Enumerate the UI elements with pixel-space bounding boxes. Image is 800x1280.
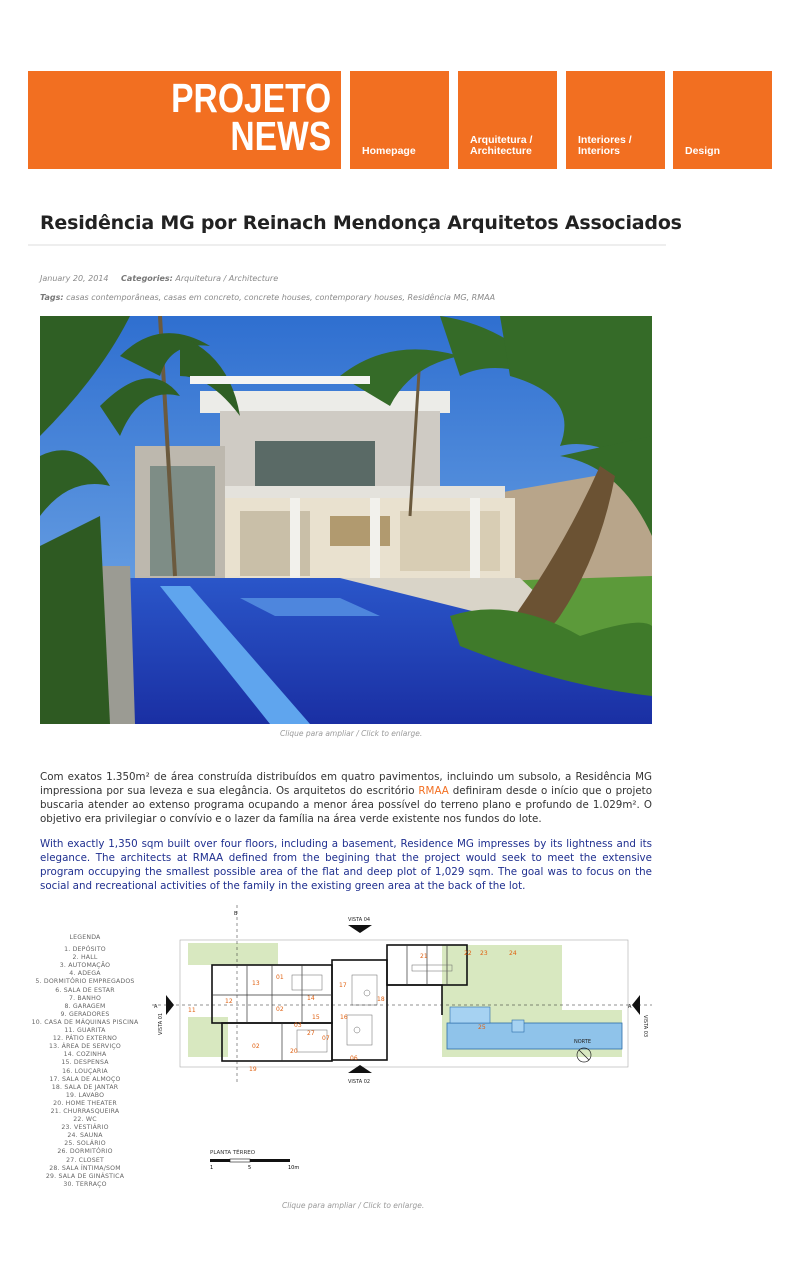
legend-item: 23. VESTIÁRIO bbox=[61, 1124, 109, 1132]
para-pt-text-2: definiram desde o início que o projeto buscaria atender ao extenso programa ocupando a menor área possível do terreno plano e profundo de 1.029m². O objetivo era privilegiar o convívio e o lazer da família na área verde existente nos fundos do lote. bbox=[40, 785, 652, 825]
room-number: 14 bbox=[307, 995, 315, 1002]
room-number: 21 bbox=[420, 953, 428, 960]
section-b-top: B bbox=[234, 911, 238, 917]
post-title[interactable]: Residência MG por Reinach Mendonça Arquitetos Associados bbox=[40, 212, 682, 234]
room-number: 02 bbox=[252, 1043, 260, 1050]
legend-item: 14. COZINHA bbox=[63, 1051, 107, 1059]
room-number: 22 bbox=[464, 950, 472, 957]
brand-line-2: NEWS bbox=[230, 113, 331, 159]
vista-04-label: VISTA 04 bbox=[348, 917, 371, 923]
room-number: 23 bbox=[480, 950, 488, 957]
room-number: 13 bbox=[252, 980, 260, 987]
room-number: 06 bbox=[350, 1055, 358, 1062]
legend-item: 8. GARAGEM bbox=[64, 1002, 106, 1010]
categories-label: Categories: bbox=[121, 274, 173, 283]
room-number: 02 bbox=[276, 1006, 284, 1013]
legend-item: 13. ÁREA DE SERVIÇO bbox=[49, 1043, 121, 1051]
legend-item: 2. HALL bbox=[72, 954, 98, 962]
scale-tick: 1 bbox=[210, 1165, 214, 1171]
body-paragraph-en: With exactly 1,350 sqm built over four floors, including a basement, Residence MG impresses by its lightness and its elegance. The architects at RMAA defined from the begining that the project would seek to meet the extensive program occupying the smallest possible area of the flat and deep plot of 1,029 sqm. The goal was to focus on the social and recreational activities of the family in the existing green area at the back of the lot. bbox=[40, 838, 652, 892]
room-number: 27 bbox=[307, 1030, 315, 1037]
section-a-right: A bbox=[628, 1004, 632, 1010]
plan-caption: Clique para ampliar / Click to enlarge. bbox=[282, 1201, 425, 1210]
post-tags-row bbox=[40, 293, 495, 302]
legend-item: 4. ADEGA bbox=[69, 970, 101, 978]
legend-item: 28. SALA ÍNTIMA/SOM bbox=[49, 1164, 121, 1172]
scale-title: PLANTA TÉRREO bbox=[210, 1150, 256, 1156]
room-number: 12 bbox=[225, 998, 233, 1005]
brand-logo[interactable] bbox=[28, 71, 341, 169]
room-number: 17 bbox=[339, 982, 347, 989]
room-number: 16 bbox=[340, 1014, 348, 1021]
vista-01-label: VISTA 01 bbox=[158, 1012, 164, 1035]
legend-item: 21. CHURRASQUEIRA bbox=[50, 1107, 120, 1115]
legend-item: 20. HOME THEATER bbox=[53, 1099, 117, 1107]
room-number: 03 bbox=[294, 1022, 302, 1029]
body-paragraph-pt bbox=[40, 770, 652, 826]
legend-item: 18. SALA DE JANTAR bbox=[51, 1083, 119, 1091]
nav-architecture[interactable] bbox=[458, 71, 557, 169]
legend-title: LEGENDA bbox=[69, 934, 101, 941]
legend-item: 11. GUARITA bbox=[64, 1027, 106, 1035]
nav-label: Interiores / Interiors bbox=[578, 134, 632, 157]
legend-item: 3. AUTOMAÇÃO bbox=[59, 962, 111, 970]
room-number: 07 bbox=[322, 1035, 330, 1042]
legend-item: 5. DORMITÓRIO EMPREGADOS bbox=[35, 978, 135, 986]
nav-interiors[interactable] bbox=[566, 71, 665, 169]
legend-item: 12. PÁTIO EXTERNO bbox=[52, 1035, 118, 1043]
hero-photo-illustration bbox=[40, 316, 652, 724]
vista-03-label: VISTA 03 bbox=[642, 1015, 648, 1038]
brand-logo-text bbox=[170, 75, 331, 159]
legend-item: 25. SOLÁRIO bbox=[64, 1140, 106, 1148]
room-number: 25 bbox=[478, 1024, 486, 1031]
legend-item: 9. GERADORES bbox=[60, 1010, 110, 1018]
scale-tick: 10m bbox=[288, 1165, 300, 1171]
nav-label: Arquitetura / Architecture bbox=[470, 134, 533, 157]
legend-item: 24. SAUNA bbox=[67, 1132, 103, 1140]
nav-design[interactable] bbox=[673, 71, 772, 169]
scale-bar-icon bbox=[210, 1157, 310, 1171]
para-pt-text-1: Com exatos 1.350m² de área construída distribuídos em quatro pavimentos, incluindo um subsolo, a Residência MG impressiona por sua leveza e sua elegância. Os arquitetos do escritório bbox=[40, 771, 652, 797]
hero-caption: Clique para ampliar / Click to enlarge. bbox=[280, 729, 423, 738]
legend-item: 29. SALA DE GINÁSTICA bbox=[45, 1172, 125, 1180]
brand-line-1: PROJETO bbox=[170, 75, 331, 121]
legend-item: 30. TERRAÇO bbox=[63, 1180, 107, 1188]
room-number: 20 bbox=[290, 1048, 298, 1055]
legend-item: 16. LOUÇARIA bbox=[62, 1067, 108, 1075]
legend-item: 10. CASA DE MÁQUINAS PISCINA bbox=[31, 1018, 139, 1026]
nav-homepage[interactable] bbox=[350, 71, 449, 169]
nav-label: Homepage bbox=[362, 145, 416, 157]
room-number: 24 bbox=[509, 950, 517, 957]
title-divider bbox=[28, 244, 666, 246]
room-number: 18 bbox=[377, 996, 385, 1003]
room-number: 11 bbox=[188, 1007, 196, 1014]
north-label: NORTE bbox=[574, 1039, 591, 1045]
floor-plan[interactable] bbox=[152, 905, 652, 1083]
legend-item: 6. SALA DE ESTAR bbox=[55, 986, 115, 994]
scale-tick: 5 bbox=[248, 1165, 252, 1171]
legend-item: 15. DESPENSA bbox=[61, 1059, 109, 1067]
room-number: 15 bbox=[312, 1014, 320, 1021]
vista-02-label: VISTA 02 bbox=[348, 1079, 371, 1083]
plan-legend bbox=[30, 934, 140, 1189]
rmaa-link[interactable]: RMAA bbox=[418, 785, 449, 797]
legend-item: 17. SALA DE ALMOÇO bbox=[49, 1075, 121, 1083]
nav-label: Design bbox=[685, 145, 721, 157]
post-meta bbox=[40, 274, 278, 283]
post-categories[interactable]: Arquitetura / Architecture bbox=[175, 274, 279, 283]
legend-item: 1. DEPÓSITO bbox=[64, 946, 106, 954]
legend-item: 22. WC bbox=[73, 1116, 97, 1124]
legend-item: 19. LAVABO bbox=[65, 1091, 105, 1099]
legend-item: 26. DORMITÓRIO bbox=[57, 1148, 113, 1156]
room-number: 19 bbox=[249, 1066, 257, 1073]
legend-item: 27. CLOSET bbox=[66, 1156, 104, 1164]
room-number: 01 bbox=[276, 974, 284, 981]
legend-item: 7. BANHO bbox=[68, 994, 102, 1002]
hero-photo[interactable] bbox=[40, 316, 652, 724]
post-date: January 20, 2014 bbox=[40, 274, 109, 283]
section-a-left: A bbox=[154, 1004, 158, 1010]
post-tags[interactable]: casas contemporâneas, casas em concreto, concrete houses, contemporary houses, Residência MG, RMAA bbox=[66, 293, 496, 302]
tags-label: Tags: bbox=[40, 293, 64, 302]
plan-scale bbox=[210, 1150, 310, 1175]
